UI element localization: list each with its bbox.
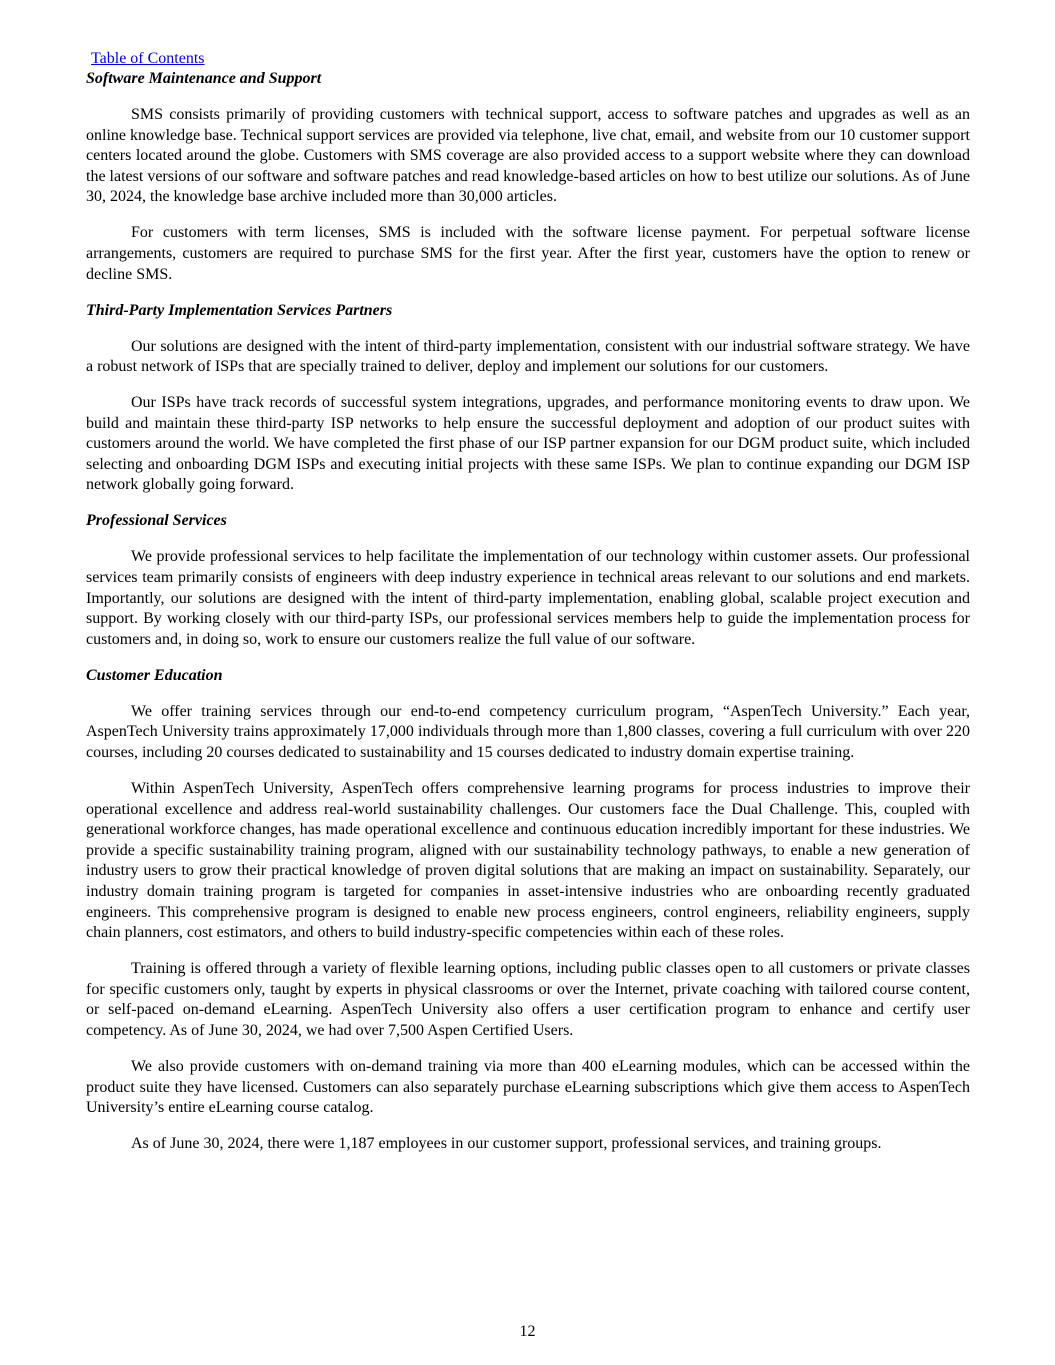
- paragraph-education-2: Within AspenTech University, AspenTech offers comprehensive learning programs for process industries to improve their operational excellence and address real-world sustainability challenges. Our customers face the Dual Challenge. This, coupled with generational workforce changes, has made operational excellence and continuous education incredibly important for these industries. We provide a specific sustainability training program, aligned with our sustainability technology pathways, to enable a new generation of industry users to grow their practical knowledge of proven digital solutions that are making an impact on sustainability. Separately, our industry domain training program is targeted for companies in asset-intensive industries who are onboarding recently graduated engineers. This comprehensive program is designed to enable new process engineers, control engineers, reliability engineers, supply chain planners, cost estimators, and others to build industry-specific competencies within each of these roles.: [86, 780, 970, 942]
- paragraph-isp-1: Our solutions are designed with the intent of third-party implementation, consistent with our industrial software strategy. We have a robust network of ISPs that are specially trained to deliver, deploy and implement our solutions for our customers.: [86, 337, 970, 376]
- document-page: [86, 49, 970, 1170]
- paragraph-professional-1: We provide professional services to help facilitate the implementation of our technology within customer assets. Our professional services team primarily consists of engineers with deep industry experience in technical areas relevant to our solutions and end markets. Importantly, our solutions are designed with the intent of third-party implementation, enabling global, scalable project execution and support. By working closely with our third-party ISPs, our professional services members help to guide the implementation process for customers and, in doing so, work to ensure our customers realize the full value of our software.: [86, 548, 970, 648]
- paragraph-sms-2: For customers with term licenses, SMS is included with the software license payment. For perpetual software license arrangements, customers are required to purchase SMS for the first year. After the first year, customers have the option to renew or decline SMS.: [86, 224, 970, 283]
- paragraph-education-1: We offer training services through our end-to-end competency curriculum program, “AspenTech University.” Each year, AspenTech University trains approximately 17,000 individuals through more than 1,800 classes, covering a full curriculum with over 220 courses, including 20 courses dedicated to sustainability and 15 courses dedicated to industry domain expertise training.: [86, 702, 970, 762]
- paragraph-isp-2: Our ISPs have track records of successful system integrations, upgrades, and performance monitoring events to draw upon. We build and maintain these third-party ISP networks to help ensure the successful deployment and adoption of our product suites with customers around the world. We have completed the first phase of our ISP partner expansion for our DGM product suite, which included selecting and onboarding DGM ISPs and executing initial projects with these same ISPs. We plan to continue expanding our DGM ISP network globally going forward.: [86, 394, 970, 494]
- page-number: 12: [519, 1323, 536, 1340]
- paragraph-sms-1: SMS consists primarily of providing customers with technical support, access to software patches and upgrades as well as an online knowledge base. Technical support services are provided via telephone, live chat, email, and website from our 10 customer support centers located around the globe. Customers with SMS coverage are also provided access to a support website where they can download the latest versions of our software and software patches and read knowledge-based articles on how to best utilize our solutions. As of June 30, 2024, the knowledge base archive included more than 30,000 articles.: [86, 106, 970, 206]
- section-heading-customer-education: Customer Education: [86, 666, 223, 684]
- section-heading-professional-services: Professional Services: [86, 512, 227, 530]
- section-heading-third-party-isp: Third-Party Implementation Services Partners: [86, 301, 393, 319]
- paragraph-education-5: As of June 30, 2024, there were 1,187 employees in our customer support, professional services, and training groups.: [131, 1135, 882, 1153]
- section-heading-software-maintenance: Software Maintenance and Support: [86, 70, 322, 87]
- paragraph-education-3: Training is offered through a variety of flexible learning options, including public classes open to all customers or private classes for specific customers only, taught by experts in physical classrooms or over the Internet, private coaching with tailored course content, or self-paced on-demand eLearning. AspenTech University also offers a user certification program to enhance and certify user competency. As of June 30, 2024, we had over 7,500 Aspen Certified Users.: [86, 960, 970, 1039]
- table-of-contents-link[interactable]: Table of Contents: [91, 50, 205, 67]
- paragraph-education-4: We also provide customers with on-demand training via more than 400 eLearning modules, which can be accessed within the product suite they have licensed. Customers can also separately purchase eLearning subscriptions which give them access to AspenTech University’s entire eLearning course catalog.: [86, 1057, 970, 1117]
